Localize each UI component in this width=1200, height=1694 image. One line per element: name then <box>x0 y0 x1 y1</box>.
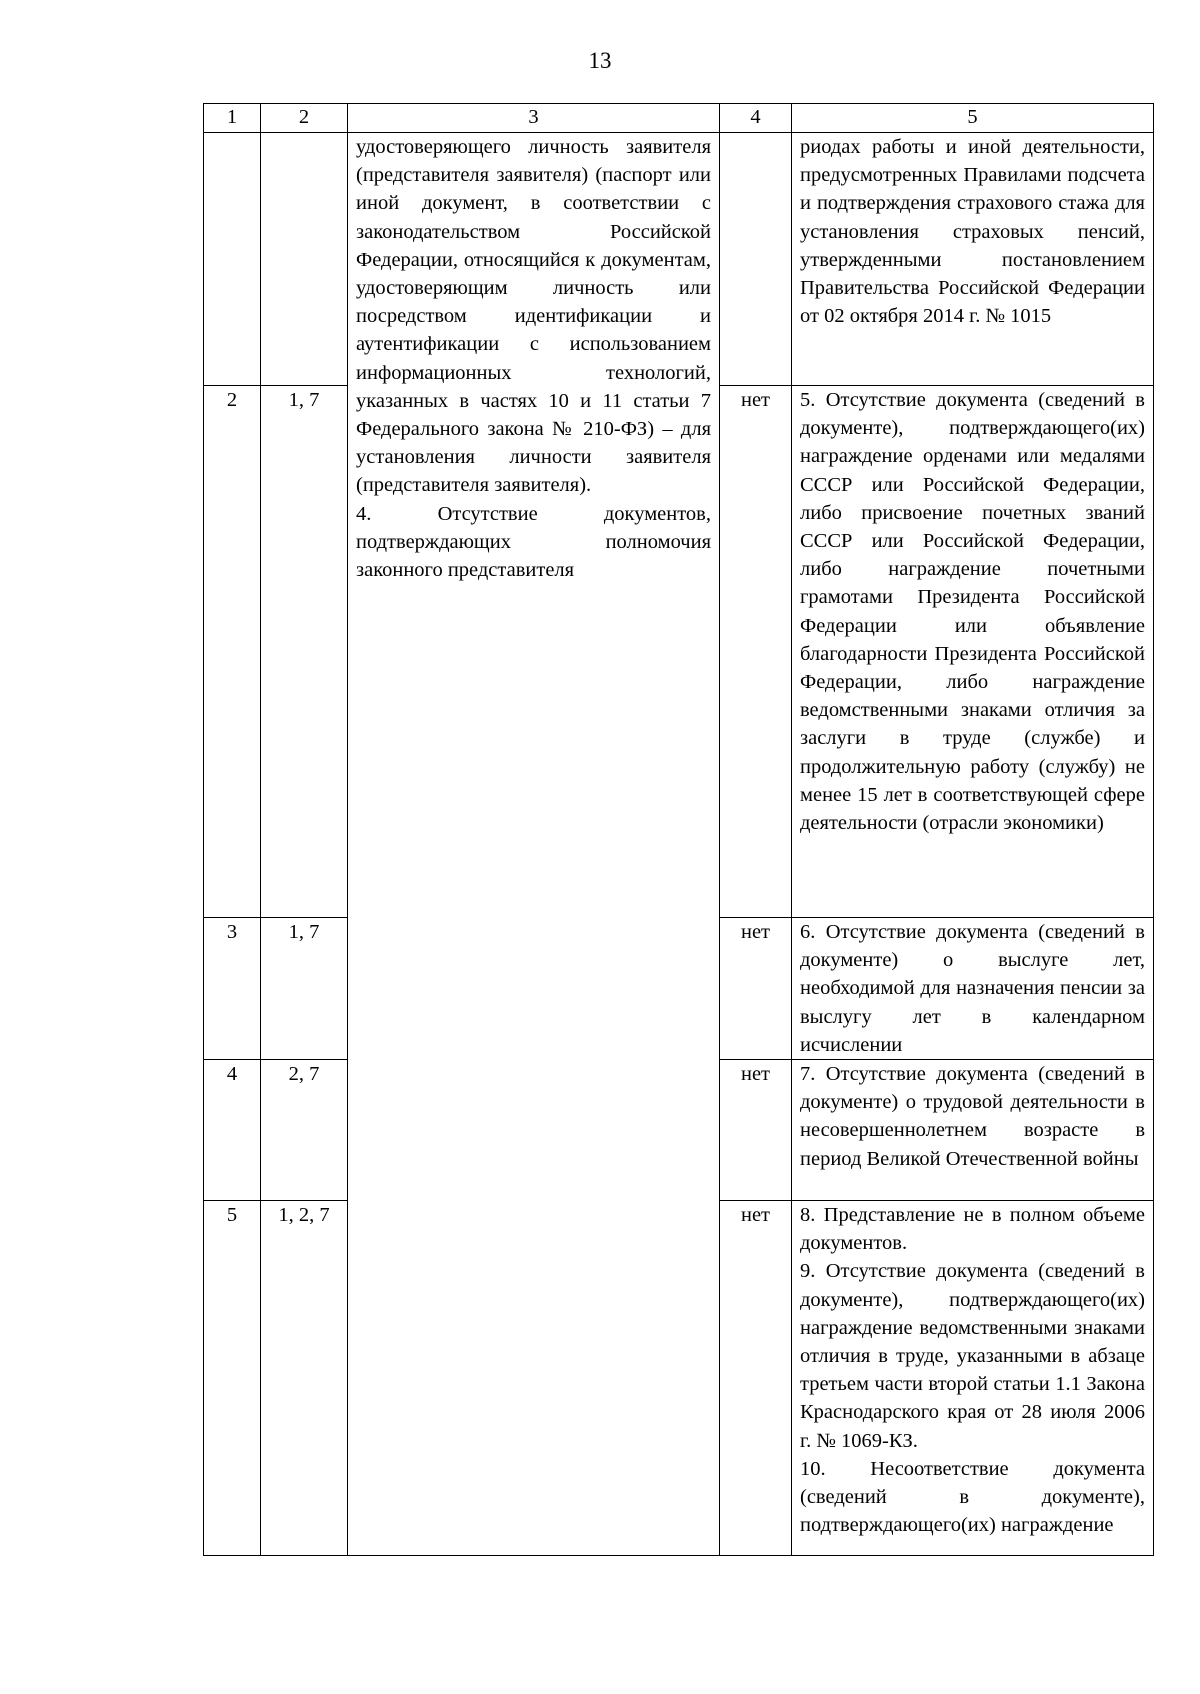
row-col5 <box>792 1201 1154 1556</box>
row-number: 2 <box>204 386 261 918</box>
table-row-continuation <box>204 133 1154 386</box>
row-col5-paragraph: 7. Отсутствие документа (сведений в документе) о трудовой деятельности в несовершеннолетнем возрасте в период Великой Отечественной войны <box>800 1063 1145 1170</box>
row-col5-paragraph: 9. Отсутствие документа (сведений в документе), подтверждающего(их) награждение ведомственными знаками отличия в труде, указанными в абзаце третьем части второй статьи 1.1 Закона Краснодарского края от 28 июля 2006 г. № 1069-КЗ. <box>800 1260 1145 1452</box>
row-col5-paragraph: 10. Несоответствие документа (сведений в документе), подтверждающего(их) награждение <box>800 1457 1145 1537</box>
table-header-row <box>204 104 1154 133</box>
row-col2: 1, 7 <box>261 918 348 1060</box>
row-number: 5 <box>204 1201 261 1556</box>
row-col4: нет <box>720 1060 792 1201</box>
cell-col5-continuation: риодах работы и иной деятельности, предусмотренных Правилами подсчета и подтверждения страхового стажа для установления страховых пенсий, утвержденными постановлением Правительства Российской Федерации от 02 октября 2014 г. № 1015 <box>792 133 1154 386</box>
row-col4: нет <box>720 386 792 918</box>
row-number: 3 <box>204 918 261 1060</box>
col3-paragraph-1: удостоверяющего личность заявителя (представителя заявителя) (паспорт или иной документ, в соответствии с законодательством Российской Федерации, относящийся к документам, удостоверяющим личность или посредством идентификации и аутентификации с использованием информационных технологий, указанных в частях 10 и 11 статьи 7 Федерального закона № 210-ФЗ) – для установления личности заявителя (представителя заявителя). <box>356 136 711 497</box>
row-col5 <box>792 1060 1154 1201</box>
row-col4: нет <box>720 918 792 1060</box>
row-number: 4 <box>204 1060 261 1201</box>
column-header-5: 5 <box>792 104 1154 133</box>
column-header-1: 1 <box>204 104 261 133</box>
row-col5 <box>792 386 1154 918</box>
page-number: 13 <box>588 48 612 73</box>
cell-col3-merged <box>348 133 720 1556</box>
row-col5-paragraph: 6. Отсутствие документа (сведений в документе) о выслуге лет, необходимой для назначения пенсии за выслугу лет в календарном исчислении <box>800 921 1145 1056</box>
cell-col2-empty <box>261 133 348 386</box>
row-col5-paragraph: 8. Представление не в полном объеме документов. <box>800 1204 1145 1255</box>
row-col2: 2, 7 <box>261 1060 348 1201</box>
row-col2: 1, 2, 7 <box>261 1201 348 1556</box>
requirements-table <box>203 103 1154 1556</box>
cell-col4-empty <box>720 133 792 386</box>
column-header-2: 2 <box>261 104 348 133</box>
row-col5-paragraph: 5. Отсутствие документа (сведений в документе), подтверждающего(их) награждение орденами или медалями СССР или Российской Федерации, либо присвоение почетных званий СССР или Российской Федерации, либо награждение почетными грамотами Президента Российской Федерации или объявление благодарности Президента Российской Федерации, либо награждение ведомственными знаками отличия за заслуги в труде (службе) и продолжительную работу (службу) не менее 15 лет в соответствующей сфере деятельности (отрасли экономики) <box>800 389 1145 835</box>
column-header-4: 4 <box>720 104 792 133</box>
row-col5 <box>792 918 1154 1060</box>
cell-col1-empty <box>204 133 261 386</box>
row-col2: 1, 7 <box>261 386 348 918</box>
col3-paragraph-2: 4. Отсутствие документов, подтверждающих полномочия законного представителя <box>356 502 711 582</box>
column-header-3: 3 <box>348 104 720 133</box>
row-col4: нет <box>720 1201 792 1556</box>
